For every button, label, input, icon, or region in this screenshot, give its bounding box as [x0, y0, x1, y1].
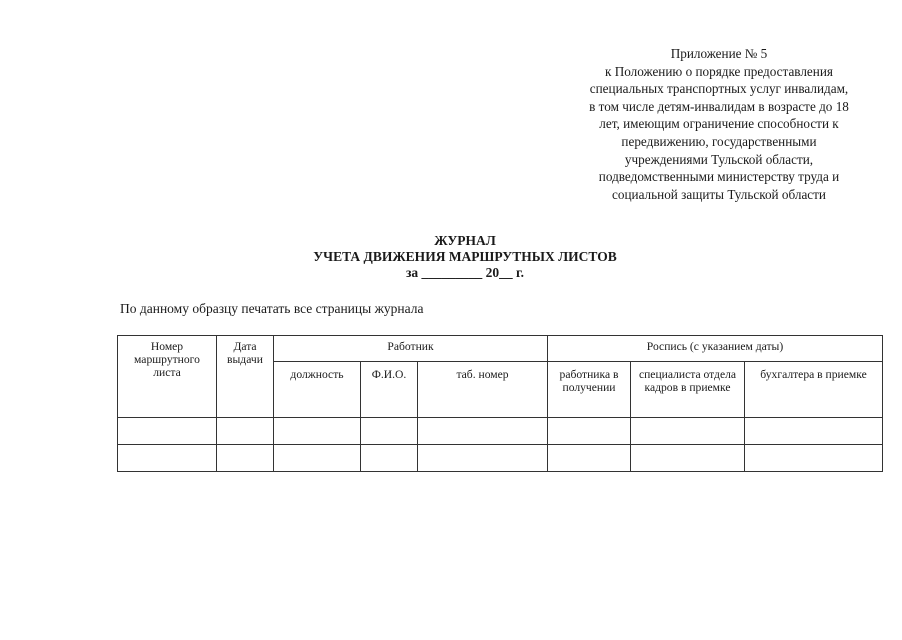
document-title	[240, 233, 690, 281]
table-cell	[418, 445, 548, 472]
table-cell	[631, 418, 745, 445]
table-cell	[274, 445, 361, 472]
table-cell	[745, 418, 883, 445]
header-issue-date: Дата выдачи	[217, 336, 274, 418]
journal-table	[117, 335, 883, 472]
appendix-line: подведомственными министерству труда и	[598, 169, 840, 185]
table-cell	[548, 445, 631, 472]
print-note: По данному образцу печатать все страницы журнала	[120, 301, 424, 316]
header-worker-receipt: работника в получении	[548, 362, 631, 418]
table-cell	[217, 445, 274, 472]
table-cell	[217, 418, 274, 445]
table-cell	[118, 418, 217, 445]
header-accountant: бухгалтера в приемке	[745, 362, 883, 418]
table-cell	[274, 418, 361, 445]
appendix-line: учреждениями Тульской области,	[624, 151, 814, 167]
appendix-line: специальных транспортных услуг инвалидам,	[589, 81, 849, 97]
table-cell	[745, 445, 883, 472]
header-fio: Ф.И.О.	[361, 362, 418, 418]
table-cell	[631, 445, 745, 472]
title-journal: ЖУРНАЛ	[434, 233, 496, 248]
table-header-row	[118, 336, 883, 362]
appendix-line: передвижению, государственными	[621, 133, 817, 149]
table-cell	[548, 418, 631, 445]
title-subject: УЧЕТА ДВИЖЕНИЯ МАРШРУТНЫХ ЛИСТОВ	[313, 249, 617, 264]
appendix-line: социальной защиты Тульской области	[612, 186, 826, 202]
header-hr-specialist: специалиста отдела кадров в приемке	[631, 362, 745, 418]
table-cell	[118, 445, 217, 472]
table-cell	[361, 445, 418, 472]
header-tab-number: таб. номер	[418, 362, 548, 418]
table-cell	[361, 418, 418, 445]
table-row	[118, 418, 883, 445]
header-route-number: Номер маршрутного листа	[118, 336, 217, 418]
appendix-line: в том числе детям-инвалидам в возрасте до 18	[589, 98, 849, 114]
table-cell	[418, 418, 548, 445]
header-position: должность	[274, 362, 361, 418]
appendix-header	[560, 45, 878, 203]
header-signature-group: Роспись (с указанием даты)	[548, 336, 883, 362]
appendix-line: Приложение № 5	[670, 46, 768, 61]
header-worker-group: Работник	[274, 336, 548, 362]
title-period: за _________ 20__ г.	[405, 265, 525, 280]
table-row	[118, 445, 883, 472]
appendix-line: к Положению о порядке предоставления	[605, 63, 833, 79]
appendix-line: лет, имеющим ограничение способности к	[599, 116, 839, 132]
